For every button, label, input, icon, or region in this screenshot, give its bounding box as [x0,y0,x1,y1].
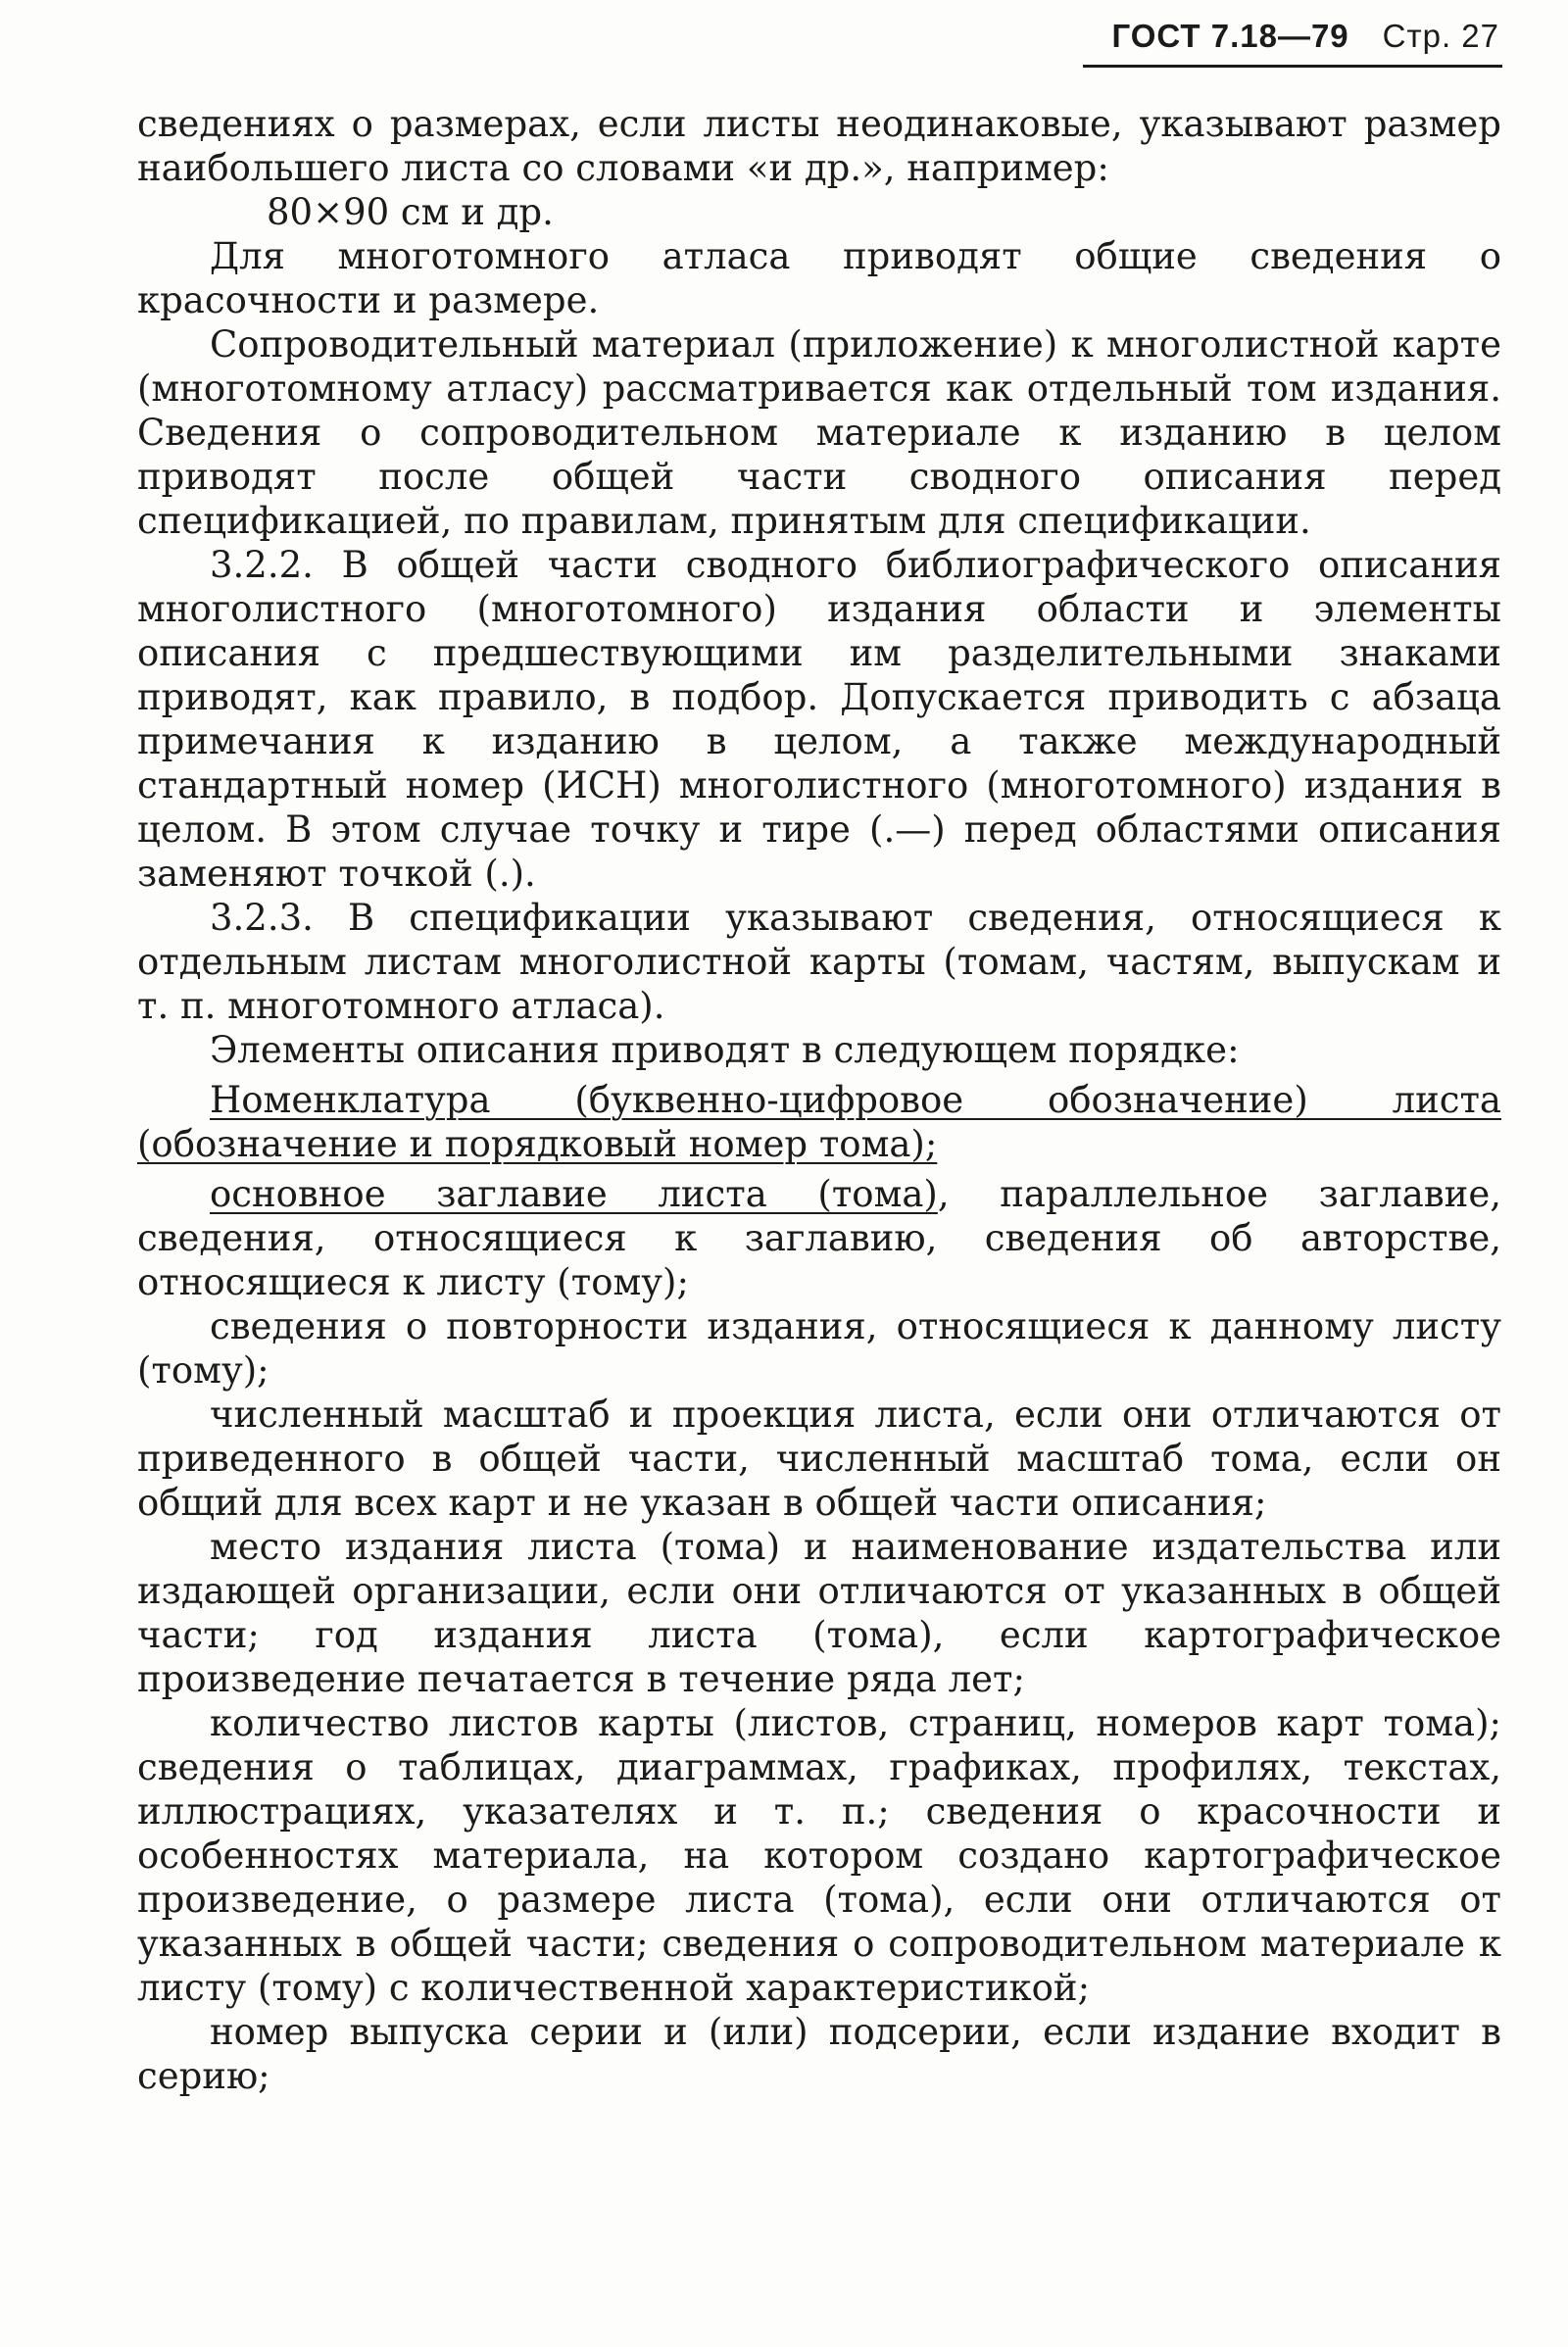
title-rest: , параллельное заглавие, сведения, относящиеся к заглавию, сведения об авторстве, относящиеся к листу (тому); [137,1173,1501,1303]
body-text [137,102,1501,2098]
paragraph-3-2-3: 3.2.3. В спецификации указывают сведения, относящиеся к отдельным листам многолистной карты (томам, частям, выпускам и т. п. многотомного атласа). [137,897,1501,1027]
element-quantity: количество листов карты (листов, страниц, номеров карт тома); сведения о таблицах, диаграммах, графиках, профилях, текстах, иллюстрациях, указателях и т. п.; сведения о красочности и особенностях материала, на котором создано картографическое произведение, о размере листа (тома), если они отличаются от указанных в общей части; сведения о сопроводительном материале к листу (тому) с количественной характеристикой; [137,1702,1501,2009]
page-number: Стр. 27 [1382,18,1499,54]
element-series: номер выпуска серии и (или) подсерии, если издание входит в серию; [137,2011,1501,2097]
paragraph-order-intro: Элементы описания приводят в следующем порядке: [210,1029,1240,1071]
element-edition: сведения о повторности издания, относящиеся к данному листу (тому); [137,1305,1501,1392]
page-header [1111,18,1499,55]
standard-number: ГОСТ 7.18—79 [1111,18,1349,54]
element-place: место издания листа (тома) и наименование издательства или издающей организации, если они отличаются от указанных в общей части; год издания листа (тома), если картографическое произведение печатается в течение ряда лет; [137,1526,1501,1700]
element-nomenclature: Номенклатура (буквенно-цифровое обозначение) листа (обозначение и порядковый номер тома); [137,1079,1501,1165]
paragraph-3-2-2: 3.2.2. В общей части сводного библиографического описания многолистного (многотомного) издания области и элементы описания с предшествующими им разделительными знаками приводят, как правило, в подбор. Допускается приводить с абзаца примечания к изданию в целом, а также международный стандартный номер (ИСН) многолистного (многотомного) издания в целом. В этом случае точку и тире (.—) перед областями описания заменяют точкой (.). [137,544,1501,895]
title-underlined: основное заглавие листа (тома) [210,1173,938,1215]
element-title [137,1172,1501,1304]
paragraph-continuation: сведениях о размерах, если листы неодинаковые, указывают размер наибольшего листа со словами «и др.», например: [137,103,1501,189]
header-rule [1083,65,1502,68]
paragraph-supplementary: Сопроводительный материал (приложение) к многолистной карте (многотомному атласу) рассматривается как отдельный том издания. Сведения о сопроводительном материале к изданию в целом приводят после общей части сводного описания перед спецификацией, по правилам, принятым для спецификации. [137,323,1501,542]
element-scale: численный масштаб и проекция листа, если они отличаются от приведенного в общей части, численный масштаб тома, если он общий для всех карт и не указан в общей части описания; [137,1394,1501,1524]
paragraph-atlas: Для многотомного атласа приводят общие сведения о красочности и размере. [137,235,1501,321]
example-size: 80×90 см и др. [267,191,554,233]
